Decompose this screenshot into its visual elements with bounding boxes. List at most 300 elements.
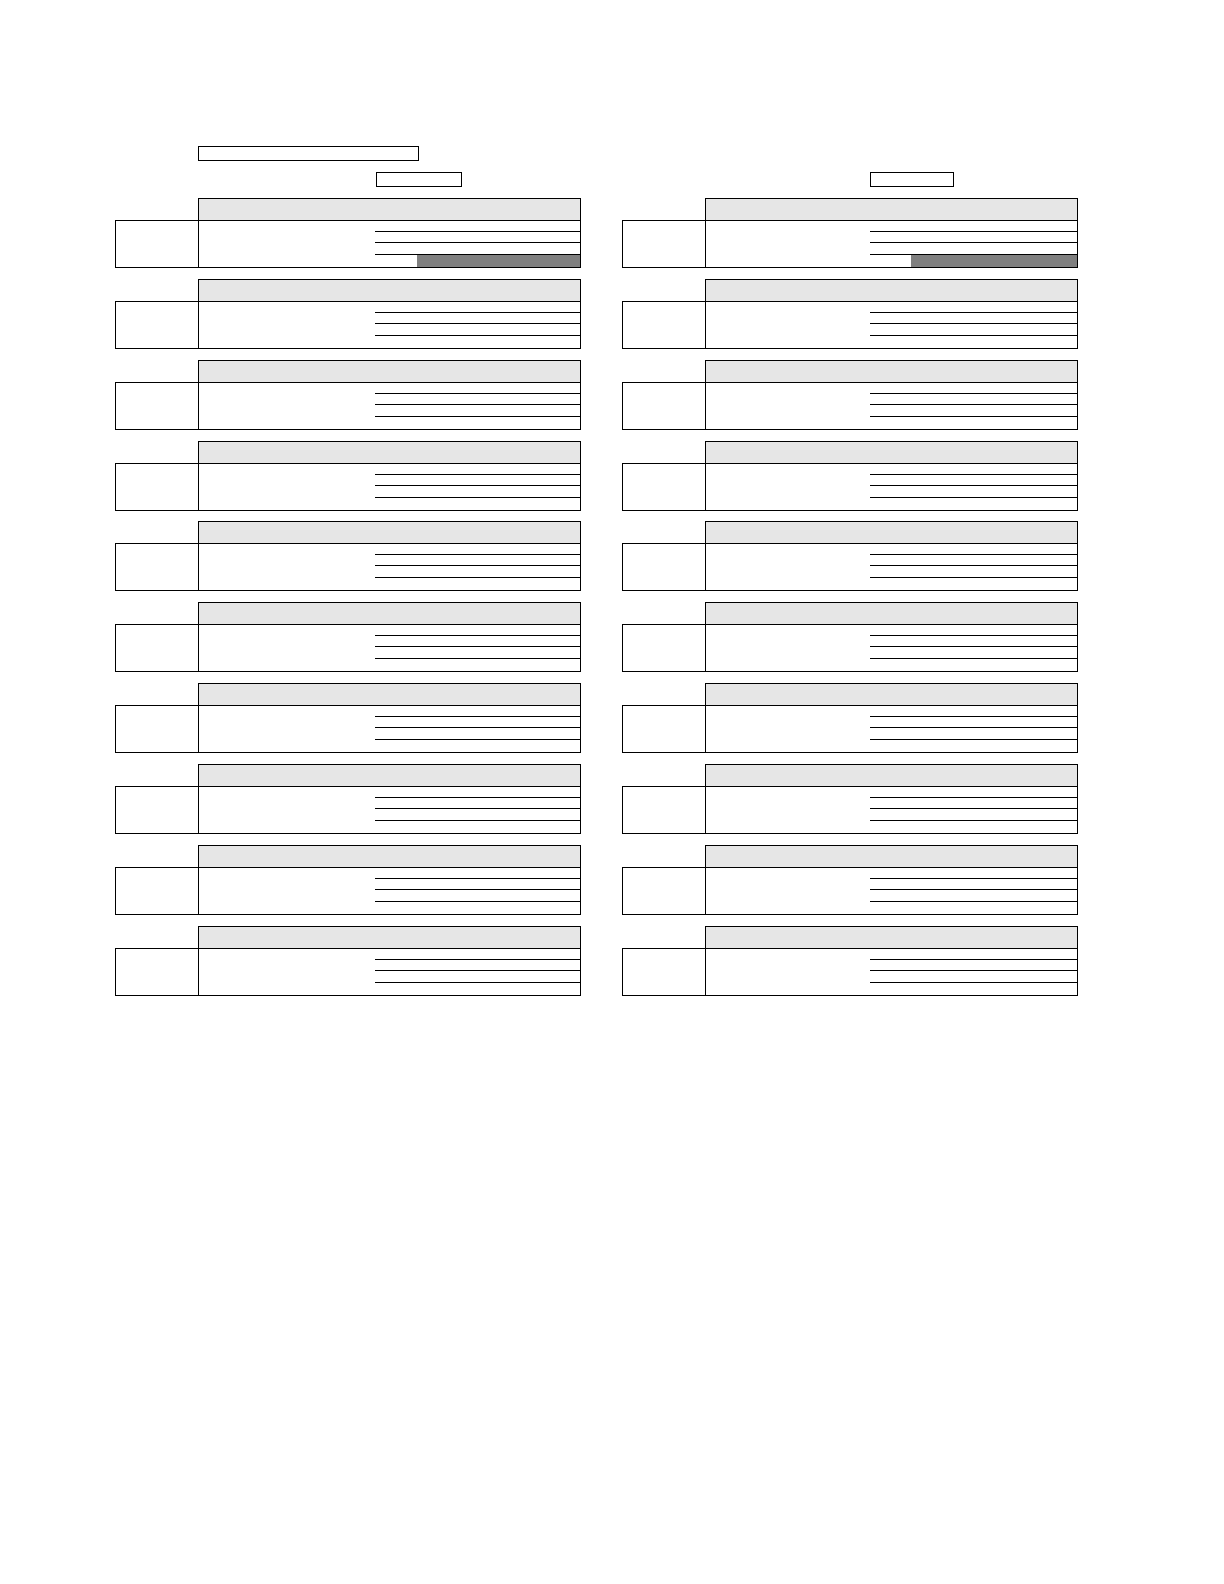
value-cell[interactable]: [539, 960, 581, 971]
value-cell[interactable]: [870, 624, 912, 636]
value-cell[interactable]: [499, 475, 540, 486]
value-cell[interactable]: [375, 983, 418, 996]
entry-label-field[interactable]: [115, 301, 199, 349]
value-cell[interactable]: [417, 798, 460, 809]
value-cell[interactable]: [375, 232, 418, 243]
entry-label-field[interactable]: [115, 543, 199, 591]
entry-label-field[interactable]: [622, 543, 706, 591]
value-cell[interactable]: [539, 740, 581, 753]
value-cell[interactable]: [911, 475, 953, 486]
value-cell[interactable]: [375, 948, 418, 960]
value-cell[interactable]: [375, 417, 418, 430]
value-cell[interactable]: [911, 336, 953, 349]
value-cell[interactable]: [911, 717, 953, 728]
value-cell[interactable]: [1036, 555, 1078, 566]
value-cell[interactable]: [375, 798, 418, 809]
value-cell[interactable]: [911, 313, 953, 324]
value-cell[interactable]: [417, 382, 460, 394]
value-cell[interactable]: [417, 232, 460, 243]
value-cell[interactable]: [870, 717, 912, 728]
value-cell[interactable]: [1036, 983, 1078, 996]
value-cell[interactable]: [870, 636, 912, 647]
value-cell[interactable]: [952, 486, 995, 498]
value-cell[interactable]: [375, 578, 418, 591]
value-cell[interactable]: [417, 463, 460, 475]
value-cell[interactable]: [459, 740, 500, 753]
value-cell[interactable]: [499, 971, 540, 983]
value-cell[interactable]: [994, 243, 1037, 255]
value-cell[interactable]: [952, 971, 995, 983]
value-cell[interactable]: [911, 659, 953, 672]
value-cell[interactable]: [952, 543, 995, 555]
value-cell[interactable]: [1036, 566, 1078, 578]
value-cell[interactable]: [911, 220, 953, 232]
value-cell[interactable]: [459, 647, 500, 659]
value-cell[interactable]: [417, 475, 460, 486]
value-cell[interactable]: [459, 336, 500, 349]
value-cell[interactable]: [870, 809, 912, 821]
value-cell[interactable]: [499, 798, 540, 809]
description-field[interactable]: [705, 463, 872, 511]
value-cell[interactable]: [417, 243, 460, 255]
value-cell[interactable]: [1036, 463, 1078, 475]
value-cell[interactable]: [499, 740, 540, 753]
value-cell[interactable]: [459, 786, 500, 798]
entry-label-field[interactable]: [115, 948, 199, 996]
value-cell[interactable]: [994, 405, 1037, 417]
value-cell[interactable]: [499, 301, 540, 313]
value-cell[interactable]: [1036, 578, 1078, 591]
value-cell[interactable]: [870, 879, 912, 890]
left-column-field[interactable]: [376, 172, 462, 187]
value-cell[interactable]: [1036, 417, 1078, 430]
value-cell[interactable]: [375, 740, 418, 753]
value-cell[interactable]: [499, 232, 540, 243]
value-cell[interactable]: [911, 879, 953, 890]
value-cell[interactable]: [375, 324, 418, 336]
value-cell[interactable]: [1036, 336, 1078, 349]
description-field[interactable]: [705, 624, 872, 672]
value-cell[interactable]: [539, 867, 581, 879]
value-cell[interactable]: [952, 243, 995, 255]
value-cell[interactable]: [870, 659, 912, 672]
entry-label-field[interactable]: [622, 867, 706, 915]
description-field[interactable]: [198, 301, 377, 349]
value-cell[interactable]: [952, 394, 995, 405]
value-cell[interactable]: [375, 463, 418, 475]
value-cell[interactable]: [994, 636, 1037, 647]
value-cell[interactable]: [539, 382, 581, 394]
value-cell[interactable]: [499, 890, 540, 902]
value-cell[interactable]: [911, 971, 953, 983]
value-cell[interactable]: [994, 717, 1037, 728]
value-cell[interactable]: [911, 948, 953, 960]
value-cell[interactable]: [459, 394, 500, 405]
description-field[interactable]: [705, 705, 872, 753]
value-cell[interactable]: [375, 659, 418, 672]
value-cell[interactable]: [375, 243, 418, 255]
value-cell[interactable]: [539, 301, 581, 313]
value-cell[interactable]: [1036, 879, 1078, 890]
value-cell[interactable]: [459, 243, 500, 255]
value-cell[interactable]: [499, 647, 540, 659]
value-cell[interactable]: [952, 301, 995, 313]
value-cell[interactable]: [870, 960, 912, 971]
value-cell[interactable]: [994, 566, 1037, 578]
value-cell[interactable]: [417, 821, 460, 834]
value-cell[interactable]: [1036, 243, 1078, 255]
value-cell[interactable]: [952, 717, 995, 728]
description-field[interactable]: [198, 786, 377, 834]
value-cell[interactable]: [417, 220, 460, 232]
value-cell[interactable]: [375, 498, 418, 511]
value-cell[interactable]: [459, 809, 500, 821]
value-cell[interactable]: [870, 948, 912, 960]
value-cell[interactable]: [417, 555, 460, 566]
value-cell[interactable]: [539, 394, 581, 405]
value-cell[interactable]: [539, 647, 581, 659]
value-cell[interactable]: [1036, 890, 1078, 902]
value-cell[interactable]: [870, 498, 912, 511]
value-cell[interactable]: [459, 728, 500, 740]
value-cell[interactable]: [994, 543, 1037, 555]
value-cell[interactable]: [539, 578, 581, 591]
value-cell[interactable]: [417, 324, 460, 336]
value-cell[interactable]: [870, 255, 912, 268]
value-cell[interactable]: [994, 867, 1037, 879]
value-cell[interactable]: [870, 983, 912, 996]
value-cell[interactable]: [870, 971, 912, 983]
value-cell[interactable]: [870, 821, 912, 834]
description-field[interactable]: [705, 867, 872, 915]
value-cell[interactable]: [952, 983, 995, 996]
value-cell[interactable]: [539, 902, 581, 915]
value-cell[interactable]: [499, 960, 540, 971]
value-cell[interactable]: [870, 902, 912, 915]
value-cell[interactable]: [870, 890, 912, 902]
entry-label-field[interactable]: [115, 220, 199, 268]
value-cell[interactable]: [499, 948, 540, 960]
value-cell[interactable]: [870, 301, 912, 313]
value-cell[interactable]: [417, 879, 460, 890]
value-cell[interactable]: [417, 394, 460, 405]
value-cell[interactable]: [375, 336, 418, 349]
value-cell[interactable]: [459, 578, 500, 591]
value-cell[interactable]: [539, 313, 581, 324]
value-cell[interactable]: [952, 902, 995, 915]
value-cell[interactable]: [994, 960, 1037, 971]
entry-label-field[interactable]: [115, 463, 199, 511]
value-cell[interactable]: [375, 786, 418, 798]
value-cell[interactable]: [375, 902, 418, 915]
value-cell[interactable]: [459, 705, 500, 717]
value-cell[interactable]: [417, 960, 460, 971]
value-cell[interactable]: [911, 417, 953, 430]
value-cell[interactable]: [539, 486, 581, 498]
value-cell[interactable]: [911, 232, 953, 243]
value-cell[interactable]: [911, 798, 953, 809]
value-cell[interactable]: [952, 405, 995, 417]
value-cell[interactable]: [539, 890, 581, 902]
value-cell[interactable]: [952, 705, 995, 717]
value-cell[interactable]: [952, 659, 995, 672]
value-cell[interactable]: [911, 636, 953, 647]
value-cell[interactable]: [499, 821, 540, 834]
value-cell[interactable]: [459, 417, 500, 430]
value-cell[interactable]: [870, 243, 912, 255]
value-cell[interactable]: [952, 786, 995, 798]
value-cell[interactable]: [375, 394, 418, 405]
value-cell[interactable]: [952, 417, 995, 430]
value-cell[interactable]: [952, 232, 995, 243]
value-cell[interactable]: [417, 566, 460, 578]
value-cell[interactable]: [417, 705, 460, 717]
value-cell[interactable]: [375, 809, 418, 821]
value-cell[interactable]: [499, 417, 540, 430]
value-cell[interactable]: [952, 821, 995, 834]
value-cell[interactable]: [459, 636, 500, 647]
value-cell[interactable]: [1036, 624, 1078, 636]
value-cell[interactable]: [870, 220, 912, 232]
value-cell[interactable]: [375, 705, 418, 717]
value-cell[interactable]: [499, 786, 540, 798]
value-cell[interactable]: [911, 983, 953, 996]
value-cell[interactable]: [952, 948, 995, 960]
value-cell[interactable]: [539, 983, 581, 996]
value-cell[interactable]: [539, 659, 581, 672]
value-cell[interactable]: [459, 232, 500, 243]
form-title-field[interactable]: [198, 146, 419, 161]
value-cell[interactable]: [952, 867, 995, 879]
value-cell[interactable]: [952, 382, 995, 394]
value-cell[interactable]: [539, 336, 581, 349]
value-cell[interactable]: [459, 543, 500, 555]
value-cell[interactable]: [499, 578, 540, 591]
value-cell[interactable]: [375, 717, 418, 728]
entry-label-field[interactable]: [622, 301, 706, 349]
value-cell[interactable]: [1036, 405, 1078, 417]
value-cell[interactable]: [1036, 475, 1078, 486]
value-cell[interactable]: [952, 566, 995, 578]
value-cell[interactable]: [417, 405, 460, 417]
value-cell[interactable]: [499, 555, 540, 566]
value-cell[interactable]: [417, 948, 460, 960]
value-cell[interactable]: [994, 578, 1037, 591]
value-cell[interactable]: [375, 960, 418, 971]
value-cell[interactable]: [870, 417, 912, 430]
value-cell[interactable]: [499, 717, 540, 728]
value-cell[interactable]: [499, 983, 540, 996]
value-cell[interactable]: [911, 405, 953, 417]
value-cell[interactable]: [952, 960, 995, 971]
description-field[interactable]: [198, 867, 377, 915]
value-cell[interactable]: [375, 220, 418, 232]
value-cell[interactable]: [459, 798, 500, 809]
value-cell[interactable]: [375, 301, 418, 313]
right-column-field[interactable]: [870, 172, 954, 187]
value-cell[interactable]: [911, 867, 953, 879]
value-cell[interactable]: [911, 555, 953, 566]
description-field[interactable]: [198, 624, 377, 672]
value-cell[interactable]: [911, 740, 953, 753]
value-cell[interactable]: [952, 324, 995, 336]
value-cell[interactable]: [375, 405, 418, 417]
value-cell[interactable]: [1036, 543, 1078, 555]
value-cell[interactable]: [499, 463, 540, 475]
value-cell[interactable]: [375, 821, 418, 834]
value-cell[interactable]: [1036, 659, 1078, 672]
value-cell[interactable]: [952, 890, 995, 902]
value-cell[interactable]: [1036, 636, 1078, 647]
value-cell[interactable]: [870, 740, 912, 753]
value-cell[interactable]: [417, 636, 460, 647]
value-cell[interactable]: [911, 486, 953, 498]
value-cell[interactable]: [375, 728, 418, 740]
value-cell[interactable]: [870, 566, 912, 578]
value-cell[interactable]: [417, 809, 460, 821]
value-cell[interactable]: [911, 728, 953, 740]
value-cell[interactable]: [375, 971, 418, 983]
value-cell[interactable]: [539, 405, 581, 417]
description-field[interactable]: [705, 543, 872, 591]
value-cell[interactable]: [994, 394, 1037, 405]
entry-label-field[interactable]: [622, 382, 706, 430]
value-cell[interactable]: [375, 543, 418, 555]
value-cell[interactable]: [539, 220, 581, 232]
value-cell[interactable]: [539, 324, 581, 336]
value-cell[interactable]: [870, 705, 912, 717]
value-cell[interactable]: [499, 867, 540, 879]
value-cell[interactable]: [499, 809, 540, 821]
value-cell[interactable]: [459, 948, 500, 960]
value-cell[interactable]: [870, 798, 912, 809]
value-cell[interactable]: [911, 890, 953, 902]
value-cell[interactable]: [952, 728, 995, 740]
value-cell[interactable]: [499, 636, 540, 647]
value-cell[interactable]: [417, 543, 460, 555]
value-cell[interactable]: [870, 463, 912, 475]
value-cell[interactable]: [417, 867, 460, 879]
value-cell[interactable]: [459, 971, 500, 983]
value-cell[interactable]: [870, 313, 912, 324]
value-cell[interactable]: [375, 486, 418, 498]
description-field[interactable]: [705, 948, 872, 996]
value-cell[interactable]: [375, 475, 418, 486]
value-cell[interactable]: [417, 786, 460, 798]
value-cell[interactable]: [994, 879, 1037, 890]
value-cell[interactable]: [994, 821, 1037, 834]
value-cell[interactable]: [994, 486, 1037, 498]
value-cell[interactable]: [870, 728, 912, 740]
value-cell[interactable]: [539, 717, 581, 728]
value-cell[interactable]: [417, 659, 460, 672]
description-field[interactable]: [198, 463, 377, 511]
value-cell[interactable]: [1036, 728, 1078, 740]
value-cell[interactable]: [911, 382, 953, 394]
description-field[interactable]: [198, 705, 377, 753]
entry-label-field[interactable]: [115, 705, 199, 753]
entry-label-field[interactable]: [622, 220, 706, 268]
value-cell[interactable]: [994, 498, 1037, 511]
description-field[interactable]: [198, 543, 377, 591]
value-cell[interactable]: [459, 624, 500, 636]
value-cell[interactable]: [459, 463, 500, 475]
value-cell[interactable]: [375, 867, 418, 879]
value-cell[interactable]: [499, 543, 540, 555]
entry-label-field[interactable]: [622, 705, 706, 753]
value-cell[interactable]: [911, 821, 953, 834]
value-cell[interactable]: [994, 647, 1037, 659]
value-cell[interactable]: [952, 636, 995, 647]
value-cell[interactable]: [539, 821, 581, 834]
value-cell[interactable]: [870, 555, 912, 566]
value-cell[interactable]: [499, 624, 540, 636]
value-cell[interactable]: [459, 405, 500, 417]
value-cell[interactable]: [994, 220, 1037, 232]
value-cell[interactable]: [539, 636, 581, 647]
value-cell[interactable]: [952, 463, 995, 475]
value-cell[interactable]: [539, 798, 581, 809]
value-cell[interactable]: [1036, 717, 1078, 728]
value-cell[interactable]: [417, 890, 460, 902]
value-cell[interactable]: [417, 498, 460, 511]
value-cell[interactable]: [952, 624, 995, 636]
value-cell[interactable]: [952, 798, 995, 809]
value-cell[interactable]: [539, 417, 581, 430]
value-cell[interactable]: [870, 232, 912, 243]
value-cell[interactable]: [1036, 498, 1078, 511]
value-cell[interactable]: [459, 983, 500, 996]
value-cell[interactable]: [952, 475, 995, 486]
value-cell[interactable]: [870, 394, 912, 405]
entry-label-field[interactable]: [115, 624, 199, 672]
value-cell[interactable]: [499, 902, 540, 915]
value-cell[interactable]: [1036, 821, 1078, 834]
value-cell[interactable]: [952, 647, 995, 659]
value-cell[interactable]: [870, 578, 912, 591]
entry-label-field[interactable]: [115, 382, 199, 430]
value-cell[interactable]: [870, 647, 912, 659]
value-cell[interactable]: [459, 498, 500, 511]
value-cell[interactable]: [952, 313, 995, 324]
value-cell[interactable]: [994, 798, 1037, 809]
value-cell[interactable]: [870, 543, 912, 555]
value-cell[interactable]: [994, 475, 1037, 486]
value-cell[interactable]: [1036, 948, 1078, 960]
value-cell[interactable]: [459, 555, 500, 566]
entry-label-field[interactable]: [622, 948, 706, 996]
value-cell[interactable]: [994, 659, 1037, 672]
entry-label-field[interactable]: [622, 463, 706, 511]
value-cell[interactable]: [417, 647, 460, 659]
value-cell[interactable]: [375, 555, 418, 566]
value-cell[interactable]: [870, 405, 912, 417]
value-cell[interactable]: [417, 417, 460, 430]
value-cell[interactable]: [417, 486, 460, 498]
value-cell[interactable]: [911, 624, 953, 636]
value-cell[interactable]: [459, 566, 500, 578]
value-cell[interactable]: [994, 336, 1037, 349]
value-cell[interactable]: [417, 740, 460, 753]
value-cell[interactable]: [1036, 647, 1078, 659]
value-cell[interactable]: [499, 313, 540, 324]
value-cell[interactable]: [994, 313, 1037, 324]
value-cell[interactable]: [499, 243, 540, 255]
value-cell[interactable]: [459, 717, 500, 728]
value-cell[interactable]: [539, 879, 581, 890]
value-cell[interactable]: [539, 566, 581, 578]
value-cell[interactable]: [870, 336, 912, 349]
